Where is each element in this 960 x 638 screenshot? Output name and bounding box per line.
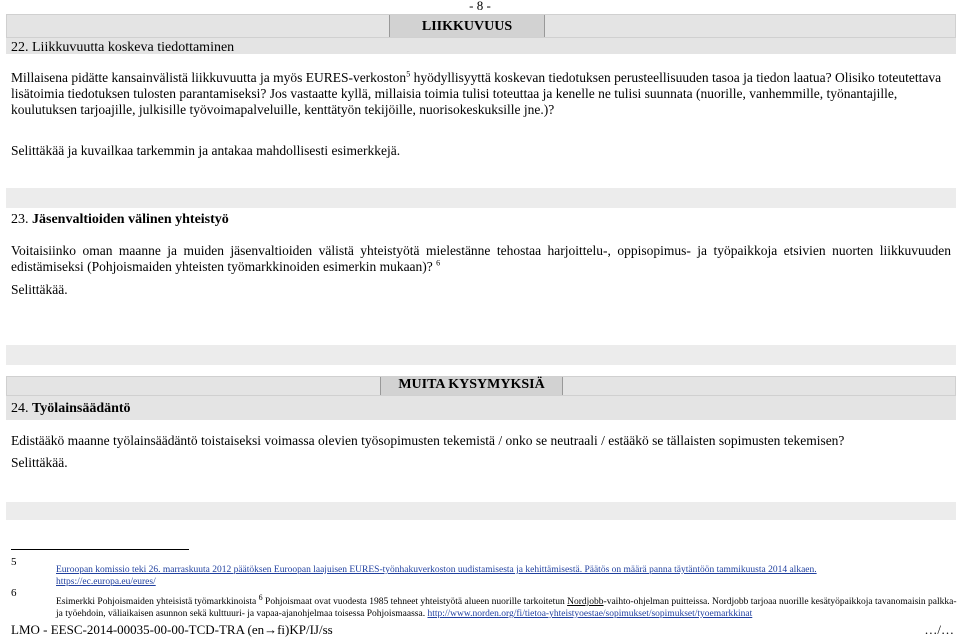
document-reference: LMO - EESC-2014-00035-00-00-TCD-TRA (en→fi)KP/IJ/ss xyxy=(11,622,333,637)
footnote-ref-5[interactable]: 5 xyxy=(406,69,411,79)
question-23-title: 23. Jäsenvaltioiden välinen yhteistyö xyxy=(11,212,229,227)
section-header-label-cell xyxy=(380,377,563,395)
page-number: - 8 - xyxy=(469,0,491,13)
question-24-title: 24. Työlainsäädäntö xyxy=(11,401,131,416)
question-24-explain: Selittäkää. xyxy=(11,455,68,470)
question-22-title: 22. Liikkuvuutta koskeva tiedottaminen xyxy=(11,40,235,55)
footnote-6-url[interactable]: http://www.norden.org/fi/tietoa-yhteistyoestae/sopimukset/sopimukset/tyoemarkkinat xyxy=(427,609,753,619)
footnote-5-url[interactable]: https://ec.europa.eu/eures/ xyxy=(56,577,156,587)
separator-band xyxy=(6,502,956,520)
continuation-mark: …/… xyxy=(924,622,954,637)
footnote-6-number: 6 xyxy=(11,587,17,599)
separator-band xyxy=(6,345,956,365)
nordjobb-link[interactable]: Nordjobb xyxy=(567,597,604,607)
section-header-box xyxy=(6,376,956,396)
footnote-ref-6[interactable]: 6 xyxy=(436,258,441,268)
question-22-explain: Selittäkää ja kuvailkaa tarkemmin ja antakaa mahdollisesti esimerkkejä. xyxy=(11,143,401,158)
footnote-5-number: 5 xyxy=(11,556,17,568)
section-header-label-cell xyxy=(389,15,545,37)
footnote-6-text: Esimerkki Pohjoismaiden yhteisistä työmarkkinoista $^6$ Pohjoismaat ovat vuodesta 1985 tehneet yhteistyötä alueen nuorille tarkoitetun Nordjobb-vaihto-ohjelman puitteissa. Nordjobb tarjoaa nuorille kesätyöpaikkoja tavanomaisin palkka- ja työehdoin, väliaikaisen asunnon sekä kulttuuri- ja vapaa-ajanohjelmaa toisessa Pohjoismaassa. http://www.norden.org/fi/tietoa-yhteistyoestae/sopimukset/sopimukset/tyoemarkkinat xyxy=(56,592,957,619)
section-header-liikkuvuus: LIIKKUVUUS xyxy=(421,19,513,34)
section-header-muita: MUITA KYSYMYKSIÄ xyxy=(398,377,545,392)
question-24-text: Edistääkö maanne työlainsäädäntö toistaiseksi voimassa olevien työsopimusten tekemistä / onko se neutraali / estääkö se tällaisten sopimusten tekemisen? xyxy=(11,433,845,448)
question-23-explain: Selittäkää. xyxy=(11,282,68,297)
question-23-text: Voitaisiinko oman maanne ja muiden jäsenvaltioiden välistä yhteistyötä mielestänne tehostaa harjoittelu-, oppisopimus- ja työpaikkoja etsivien nuorten liikkuvuuden edistämiseksi (Pohjoismaiden yhteisten työmarkkinoiden esimerkin mukaan)? $^6$ xyxy=(11,243,951,274)
section-header-box xyxy=(6,14,956,38)
footnote-5-text xyxy=(56,564,959,588)
question-22-text: Millaisena pidätte kansainvälistä liikkuvuutta ja myös EURES-verkoston$^5$ hyödyllisyyttä koskevan tiedotuksen perusteellisuuden tasoa ja tiedon laatua? Olisiko toteutettava lisätoimia tiedotuksen tulosten parantamiseksi? Jos vastaatte kyllä, millaisia toimia tulisi toteuttaa ja kenelle ne tulisi suunnata (nuorille, vanhemmille, työnantajille, koulutuksen tarjoajille, julkisille työvoimapalveluille, kenttätyön tekijöille, nuorisokeskuksille jne.)? xyxy=(11,69,942,117)
separator-band xyxy=(6,188,956,208)
footnote-5-link-text[interactable]: Euroopan komissio teki 26. marraskuuta 2012 päätöksen Euroopan laajuisen EURES-työnhakuverkoston uudistamisesta ja kehittämisestä. Päätös on määrä panna täytäntöön tammikuusta 2014 alkaen. xyxy=(56,565,817,575)
footnote-rule xyxy=(11,549,189,550)
